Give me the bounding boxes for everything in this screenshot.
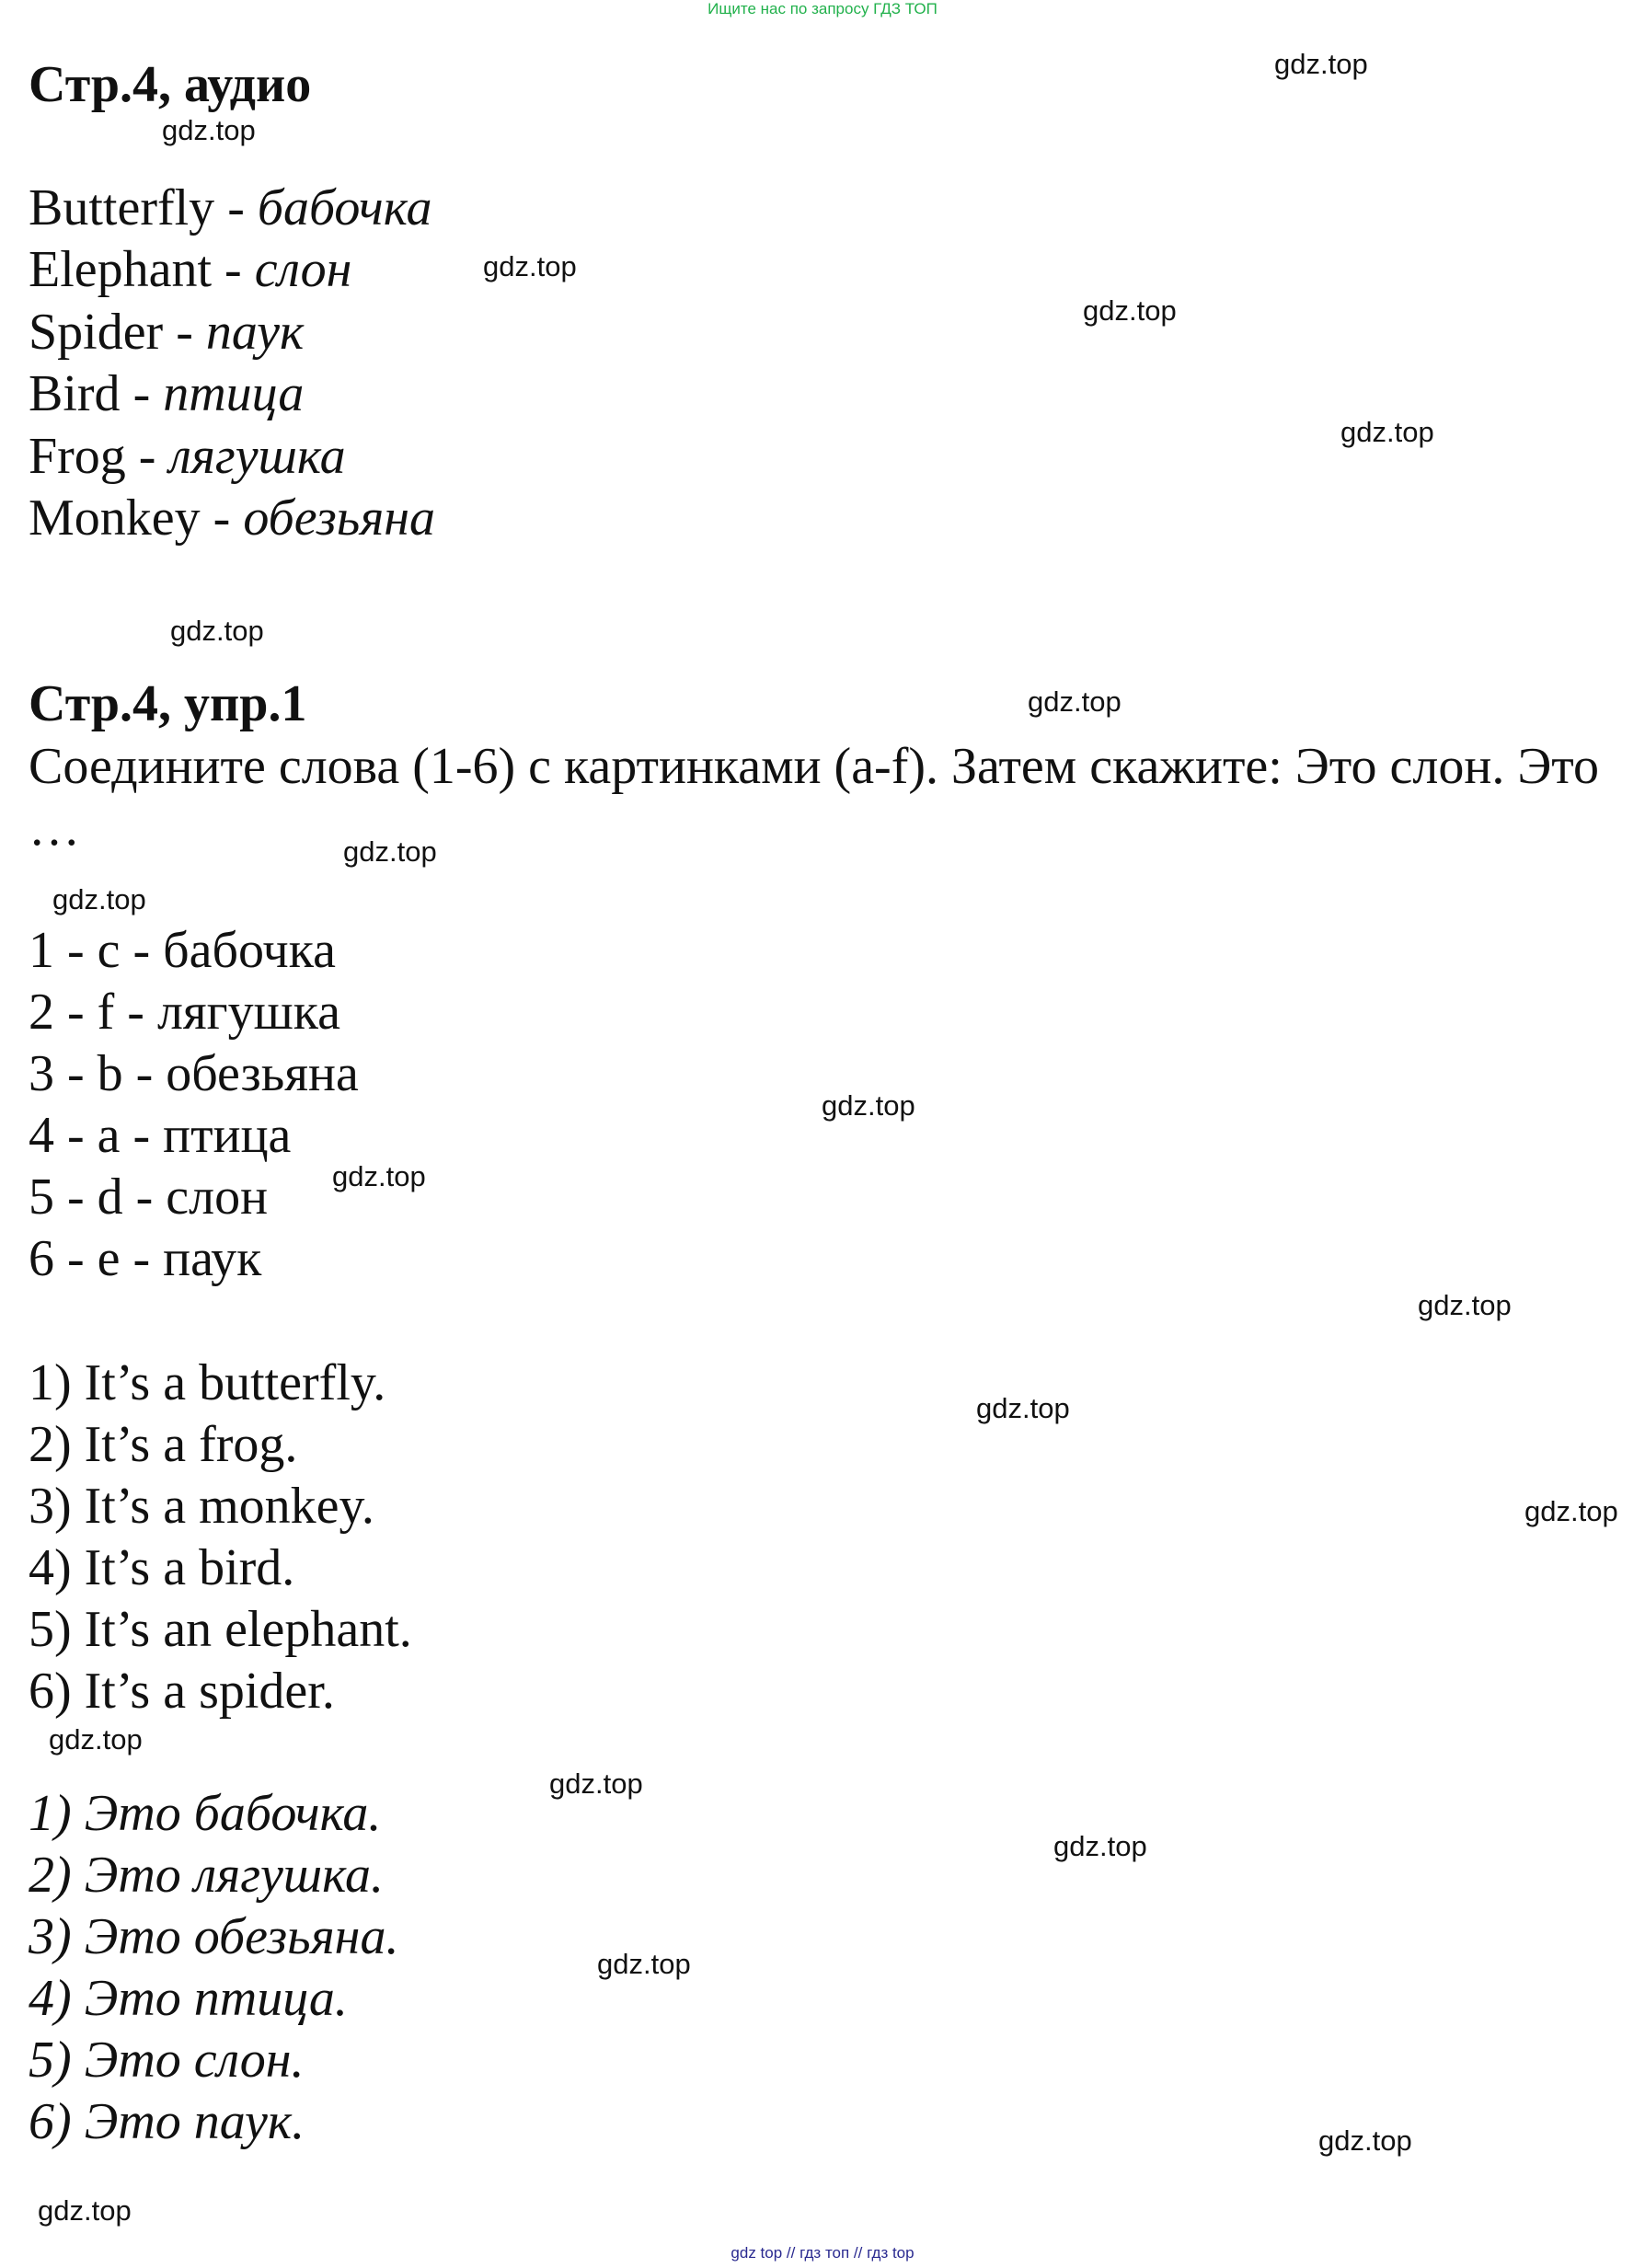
vocab-ru: бабочка <box>257 179 432 236</box>
watermark: gdz.top <box>1418 1289 1512 1321</box>
vocab-ru: лягушка <box>168 428 346 485</box>
match-line: 4 - a - птица <box>29 1107 292 1164</box>
vocab-ru: птица <box>163 365 305 422</box>
vocab-ru: паук <box>205 304 305 361</box>
vocab-en: Bird <box>29 365 121 422</box>
vocab-en: Monkey <box>29 489 201 547</box>
match-line: 3 - b - обезьяна <box>29 1045 359 1102</box>
vocab-en: Frog <box>29 428 126 485</box>
sentence-en: 4) It’s a bird. <box>29 1539 295 1596</box>
watermark: gdz.top <box>822 1089 915 1122</box>
vocab-ru: слон <box>254 241 352 298</box>
vocab-line: Spider - паук <box>29 304 305 361</box>
watermark: gdz.top <box>1340 416 1434 448</box>
watermark: gdz.top <box>1083 294 1177 327</box>
vocab-line: Frog - лягушка <box>29 428 346 485</box>
section1-title: Стр.4, аудио <box>29 56 312 113</box>
watermark: gdz.top <box>332 1160 426 1192</box>
sentence-ru: 2) Это лягушка. <box>29 1847 384 1904</box>
watermark: gdz.top <box>343 835 437 868</box>
watermark: gdz.top <box>1274 48 1368 80</box>
watermark: gdz.top <box>1318 2124 1412 2157</box>
match-line: 5 - d - слон <box>29 1169 269 1226</box>
vocab-en: Elephant <box>29 241 213 298</box>
watermark: gdz.top <box>976 1392 1070 1424</box>
watermark: gdz.top <box>52 883 146 915</box>
match-line: 2 - f - лягушка <box>29 984 340 1041</box>
top-banner: Ищите нас по запросу ГДЗ ТОП <box>707 0 938 17</box>
sentence-en: 5) It’s an elephant. <box>29 1601 412 1658</box>
vocab-line: Bird - птица <box>29 365 305 422</box>
watermark: gdz.top <box>1053 1830 1147 1862</box>
sentence-ru: 1) Это бабочка. <box>29 1785 382 1842</box>
sentence-ru: 3) Это обезьяна. <box>29 1908 399 1965</box>
task-instruction: Соедините слова (1-6) с картинками (a-f). Затем скажите: Это слон. Это … <box>29 738 1600 857</box>
sentence-ru: 6) Это паук. <box>29 2093 305 2150</box>
watermark: gdz.top <box>549 1767 643 1800</box>
watermark: gdz.top <box>1524 1495 1618 1527</box>
vocab-ru: обезьяна <box>243 489 435 547</box>
sentence-ru: 4) Это птица. <box>29 1970 348 2027</box>
vocab-line: Monkey - обезьяна <box>29 489 435 547</box>
sentence-en: 1) It’s a butterfly. <box>29 1354 386 1411</box>
watermark: gdz.top <box>38 2194 132 2227</box>
watermark: gdz.top <box>49 1723 143 1756</box>
sentence-ru: 5) Это слон. <box>29 2032 305 2089</box>
watermark: gdz.top <box>162 114 256 146</box>
footer-links: gdz top // гдз топ // гдз top <box>730 2244 915 2262</box>
vocab-en: Spider <box>29 304 164 361</box>
sentence-en: 2) It’s a frog. <box>29 1416 298 1473</box>
watermark: gdz.top <box>483 250 577 282</box>
watermark: gdz.top <box>1028 685 1122 718</box>
match-line: 6 - e - паук <box>29 1230 262 1287</box>
vocab-line: Elephant - слон <box>29 241 352 298</box>
vocab-en: Butterfly <box>29 179 215 236</box>
sentence-en: 3) It’s a monkey. <box>29 1478 374 1535</box>
vocab-line: Butterfly - бабочка <box>29 179 432 236</box>
watermark: gdz.top <box>597 1948 691 1980</box>
section2-title: Стр.4, упр.1 <box>29 675 307 732</box>
watermark: gdz.top <box>170 615 264 647</box>
match-line: 1 - c - бабочка <box>29 922 336 979</box>
sentence-en: 6) It’s a spider. <box>29 1663 335 1720</box>
